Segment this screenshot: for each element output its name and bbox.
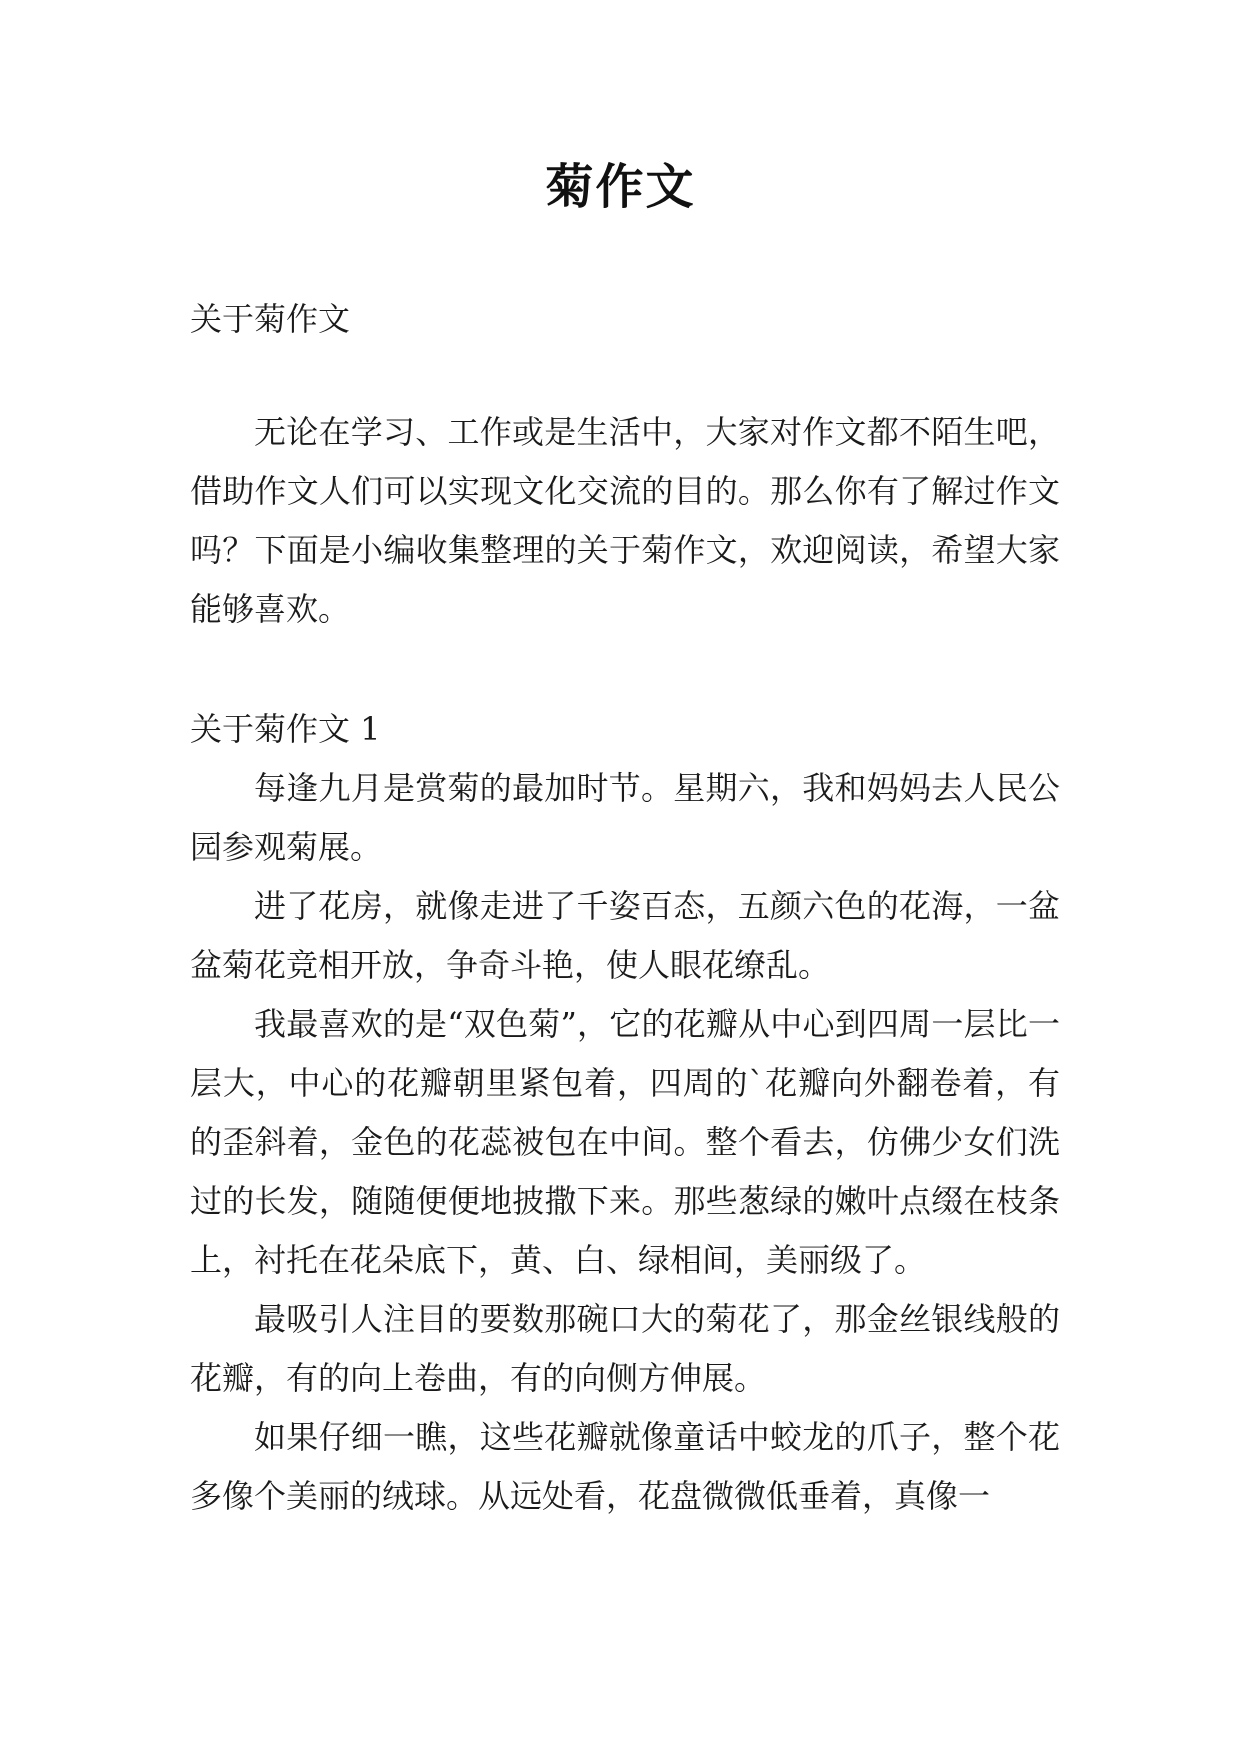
document-subtitle: 关于菊作文: [190, 300, 351, 338]
document-title: 菊作文: [545, 159, 696, 215]
paragraph-4: 最吸引人注目的要数那碗口大的菊花了，那金丝银线般的花瓣，有的向上卷曲，有的向侧方伸展。: [190, 1300, 1060, 1397]
section-heading: 关于菊作文 1: [190, 710, 381, 748]
paragraph-5: 如果仔细一瞧，这些花瓣就像童话中蛟龙的爪子，整个花多像个美丽的绒球。从远处看，花盘微微低垂着，真像一: [190, 1418, 1060, 1515]
paragraph-1: 每逢九月是赏菊的最加时节。星期六，我和妈妈去人民公园参观菊展。: [190, 769, 1060, 866]
intro-block: [190, 403, 1060, 639]
intro-paragraph: 无论在学习、工作或是生活中，大家对作文都不陌生吧，借助作文人们可以实现文化交流的目的。那么你有了解过作文吗？下面是小编收集整理的关于菊作文，欢迎阅读，希望大家能够喜欢。: [190, 413, 1060, 628]
essay-section-1: [190, 700, 1060, 1526]
paragraph-2: 进了花房，就像走进了千姿百态，五颜六色的花海，一盆盆菊花竞相开放，争奇斗艳，使人眼花缭乱。: [190, 887, 1060, 984]
paragraph-3: 我最喜欢的是“双色菊”，它的花瓣从中心到四周一层比一层大，中心的花瓣朝里紧包着，四周的`花瓣向外翻卷着，有的歪斜着，金色的花蕊被包在中间。整个看去，仿佛少女们洗过的长发，随随便便地披撒下来。那些葱绿的嫩叶点缀在枝条上，衬托在花朵底下，黄、白、绿相间，美丽级了。: [190, 1005, 1060, 1279]
